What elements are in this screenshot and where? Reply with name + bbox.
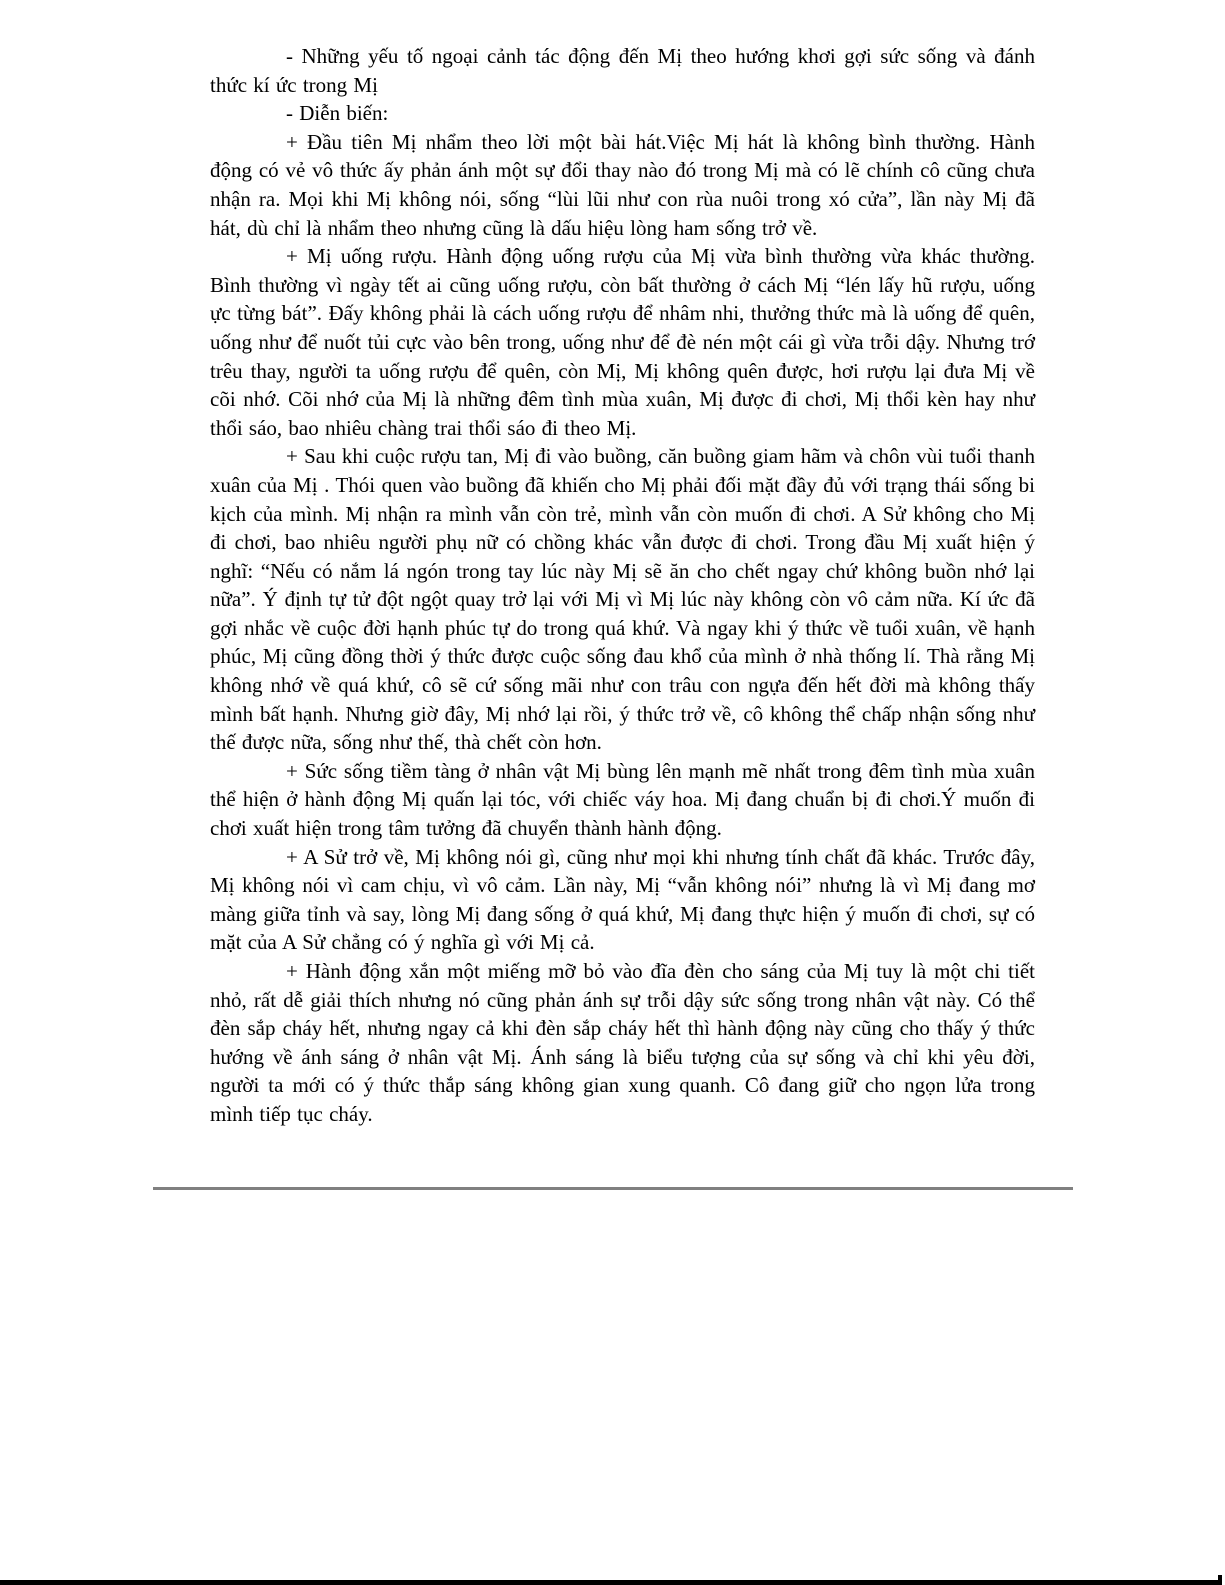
paragraph-sau-cuoc-ruou: + Sau khi cuộc rượu tan, Mị đi vào buồng, căn buồng giam hãm và chôn vùi tuổi thanh xuân của Mị . Thói quen vào buồng đã khiến cho Mị phải đối mặt đầy đủ với trạng thái sống bi kịch của mình. Mị nhận ra mình vẫn còn trẻ, mình vẫn còn muốn đi chơi. A Sử không cho Mị đi chơi, bao nhiêu người phụ nữ có chồng khác vẫn được đi chơi. Trong đầu Mị xuất hiện ý nghĩ: “Nếu có nắm lá ngón trong tay lúc này Mị sẽ ăn cho chết ngay chứ không buồn nhớ lại nữa”. Ý định tự tử đột ngột quay trở lại với Mị vì Mị lúc này không còn vô cảm nữa. Kí ức đã gợi nhắc về cuộc đời hạnh phúc tự do trong quá khứ. Và ngay khi ý thức về tuổi xuân, về hạnh phúc, Mị cũng đồng thời ý thức được cuộc sống đau khổ của mình ở nhà thống lí. Thà rằng Mị không nhớ về quá khứ, cô sẽ cứ sống mãi như con trâu con ngựa đến hết đời mà không thấy mình bất hạnh. Nhưng giờ đây, Mị nhớ lại rồi, ý thức trở về, cô không thể chấp nhận sống như thế được nữa, sống như thế, thà chết còn hơn.: [210, 444, 1035, 755]
paragraph-a-su-tro-ve: + A Sử trở về, Mị không nói gì, cũng như mọi khi nhưng tính chất đã khác. Trước đây, Mị không nói vì cam chịu, vì vô cảm. Lần này, Mị “vẫn không nói” nhưng là vì Mị đang mơ màng giữa tỉnh và say, lòng Mị đang sống ở quá khứ, Mị đang thực hiện ý muốn đi chơi, sự có mặt của A Sử chẳng có ý nghĩa gì với Mị cả.: [210, 844, 1035, 955]
paragraph-outer-factors: - Những yếu tố ngoại cảnh tác động đến Mị theo hướng khơi gợi sức sống và đánh thức kí ức trong Mị: [210, 44, 1035, 97]
page-bottom-table-edge: [0, 1580, 1222, 1585]
page-bottom-table-corner: [1218, 1575, 1222, 1585]
document-body: [210, 42, 1035, 1129]
paragraph-mi-hat: + Đầu tiên Mị nhẩm theo lời một bài hát.Việc Mị hát là không bình thường. Hành động có vẻ vô thức ấy phản ánh một sự đổi thay nào đó trong Mị mà có lẽ chính cô cũng chưa nhận ra. Mọi khi Mị không nói, sống “lùi lũi như con rùa nuôi trong xó cửa”, lần này Mị đã hát, dù chỉ là nhẩm theo nhưng cũng là dấu hiệu lòng ham sống trở về.: [210, 129, 1035, 240]
paragraph-mi-uong-ruou: + Mị uống rượu. Hành động uống rượu của Mị vừa bình thường vừa khác thường. Bình thường vì ngày tết ai cũng uống rượu, còn bất thường ở cách Mị “lén lấy hũ rượu, uống ực từng bát”. Đấy không phải là cách uống rượu để nhâm nhi, thưởng thức mà là uống để quên, uống như để nuốt tủi cực vào bên trong, uống như để đè nén một cái gì vừa trỗi dậy. Nhưng trớ trêu thay, người ta uống rượu để quên, còn Mị, Mị không quên được, hơi rượu lại đưa Mị về cõi nhớ. Cõi nhớ của Mị là những đêm tình mùa xuân, Mị được đi chơi, Mị thổi kèn hay như thổi sáo, bao nhiêu chàng trai thổi sáo đi theo Mị.: [210, 244, 1035, 440]
paragraph-hanh-dong-xan-mo: + Hành động xắn một miếng mỡ bỏ vào đĩa đèn cho sáng của Mị tuy là một chi tiết nhỏ, rất dễ giải thích nhưng nó cũng phản ánh sự trỗi dậy sức sống trong nhân vật này. Có thể đèn sắp cháy hết, nhưng ngay cả khi đèn sắp cháy hết thì hành động này cũng cho thấy ý thức hướng về ánh sáng ở nhân vật Mị. Ánh sáng là biểu tượng của sự sống và chỉ khi yêu đời, người ta mới có ý thức thắp sáng không gian xung quanh. Cô đang giữ cho ngọn lửa trong mình tiếp tục cháy.: [210, 959, 1035, 1126]
horizontal-rule: [153, 1187, 1073, 1190]
paragraph-suc-song-tiem-tang: + Sức sống tiềm tàng ở nhân vật Mị bùng lên mạnh mẽ nhất trong đêm tình mùa xuân thể hiện ở hành động Mị quấn lại tóc, với chiếc váy hoa. Mị đang chuẩn bị đi chơi.Ý muốn đi chơi xuất hiện trong tâm tưởng đã chuyển thành hành động.: [210, 758, 1035, 841]
paragraph-dien-bien-heading: - Diễn biến:: [286, 101, 389, 126]
